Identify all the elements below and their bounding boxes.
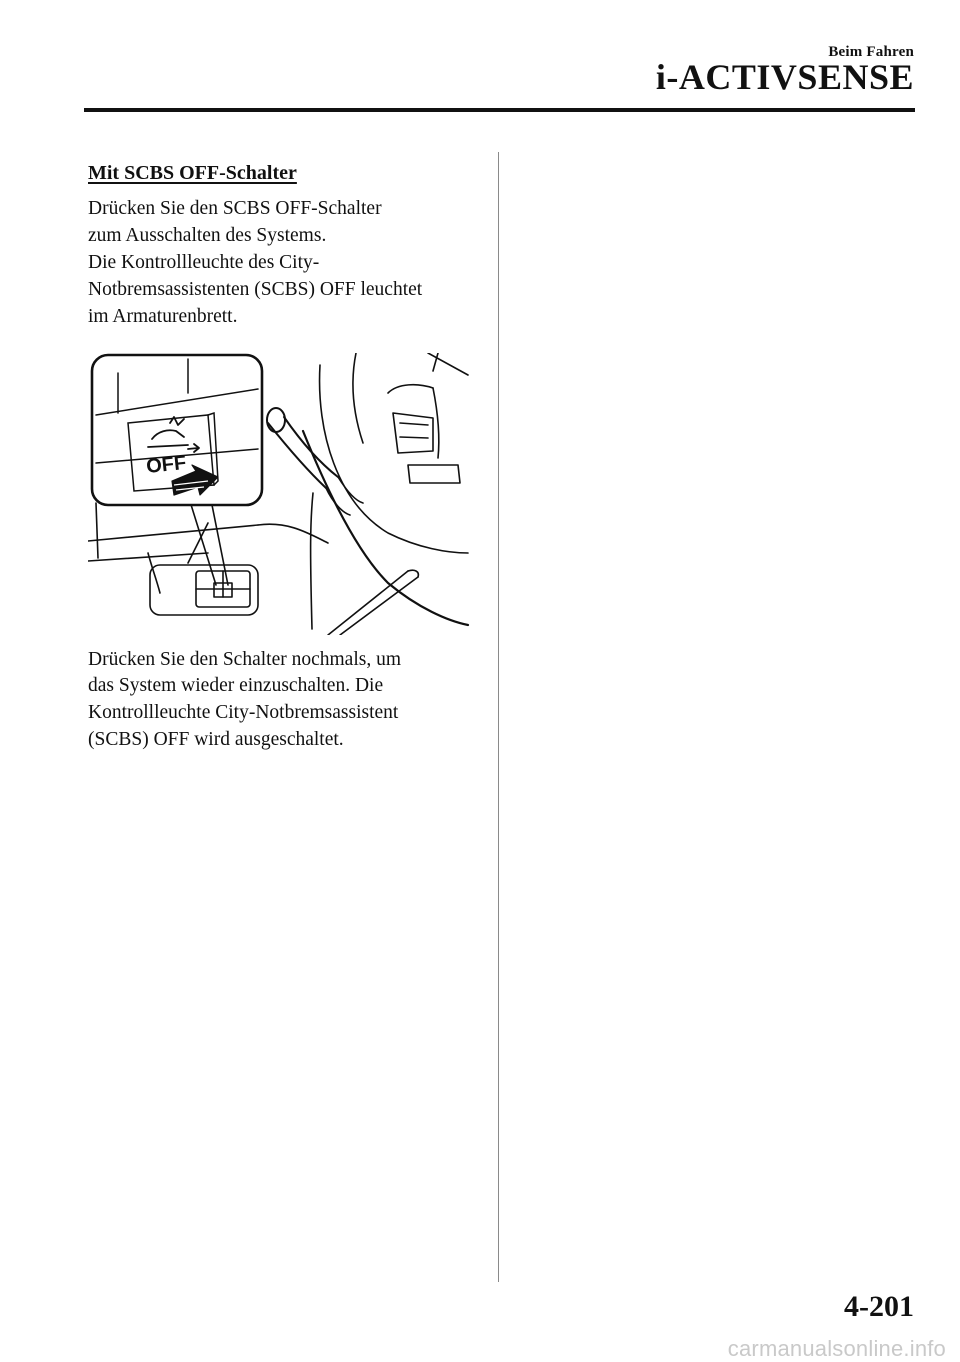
paragraph-line: Die Kontrollleuchte des City-: [88, 251, 320, 273]
off-switch-label: OFF: [145, 451, 188, 478]
watermark-text: carmanualsonline.info: [727, 1336, 946, 1361]
page-number: 4-201: [844, 1290, 914, 1323]
paragraph-line: Kontrollleuchte City-Notbremsassistent: [88, 702, 399, 724]
column-divider: [498, 152, 499, 1282]
paragraph-switch-on: [88, 647, 488, 755]
left-column: [88, 160, 488, 754]
paragraph-line: (SCBS) OFF wird ausgeschaltet.: [88, 729, 344, 751]
paragraph-line: Drücken Sie den Schalter nochmals, um: [88, 648, 401, 670]
section-heading: Mit SCBS OFF-Schalter: [88, 162, 297, 184]
header-section-title: Beim Fahren: [828, 44, 914, 60]
paragraph-line: zum Ausschalten des Systems.: [88, 224, 327, 246]
paragraph-line: im Armaturenbrett.: [88, 305, 238, 327]
header-chapter-title: i-ACTIVSENSE: [655, 57, 914, 97]
paragraph-line: Notbremsassistenten (SCBS) OFF leuchtet: [88, 278, 423, 300]
scbs-switch-illustration: [88, 353, 473, 635]
paragraph-line: das System wieder einzuschalten. Die: [88, 675, 384, 697]
header-rule: [84, 108, 915, 112]
paragraph-line: Drücken Sie den SCBS OFF-Schalter: [88, 198, 382, 219]
paragraph-switch-off: [88, 196, 488, 331]
